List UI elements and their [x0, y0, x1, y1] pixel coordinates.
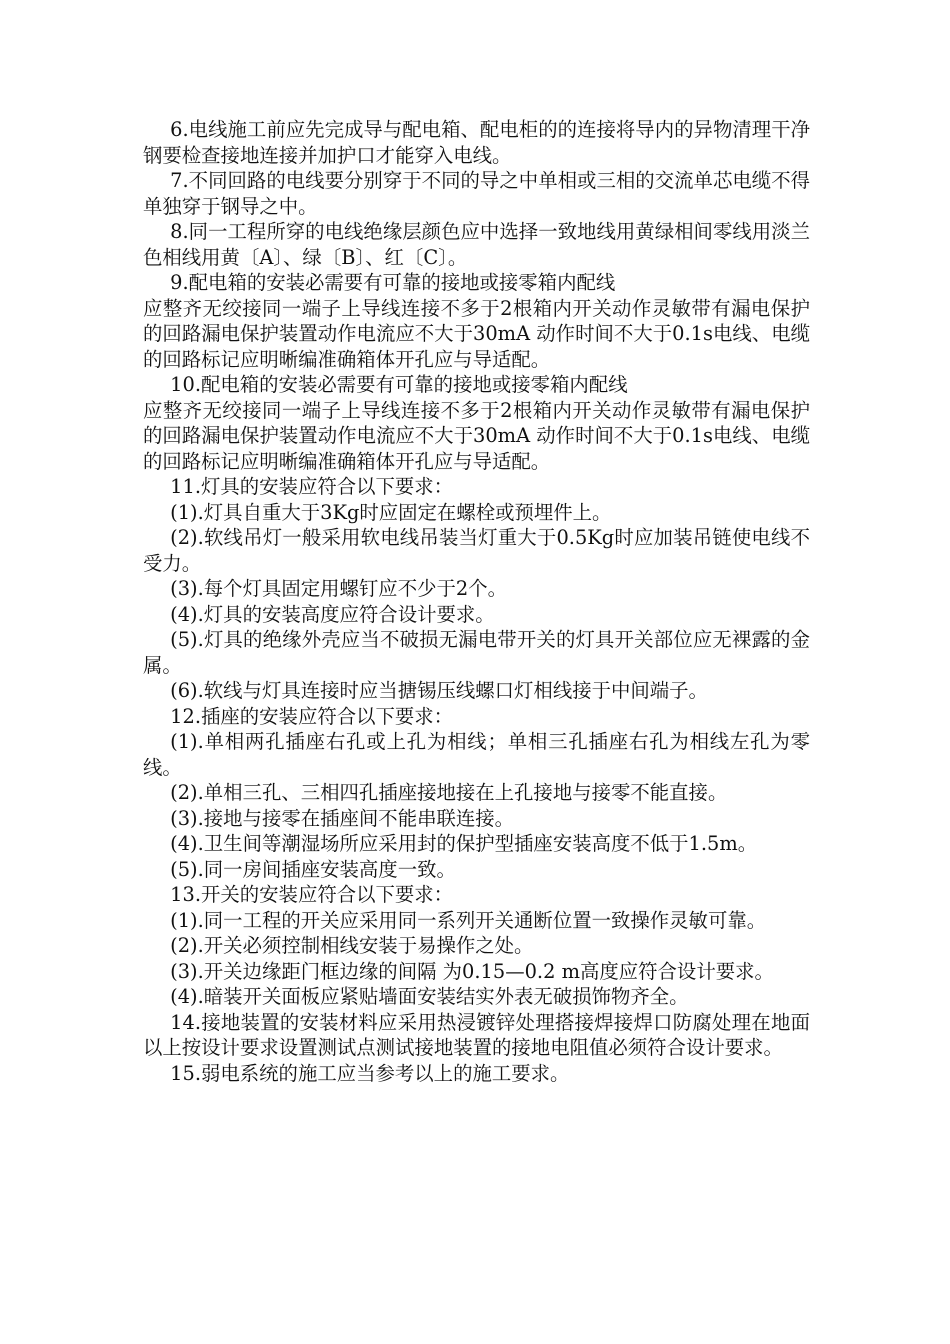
paragraph-item-9-body: 应整齐无绞接同一端子上导线连接不多于2根箱内开关动作灵敏带有漏电保护的回路漏电保护装置动作电流应不大于30mA 动作时间不大于0.1s电线、电缆的回路标记应明晰编准确箱体开孔应与导适配。	[143, 296, 810, 371]
paragraph-item-11-3: (3).每个灯具固定用螺钉应不少于2个。	[170, 577, 507, 600]
paragraph-item-13-1: (1).同一工程的开关应采用同一系列开关通断位置一致操作灵敏可靠。	[170, 908, 767, 932]
paragraph-item-12-1: (1).单相两孔插座右孔或上孔为相线；单相三孔插座右孔为相线左孔为零线。	[143, 730, 810, 779]
paragraph-item-9-heading: 9.配电箱的安装必需要有可靠的接地或接零箱内配线	[170, 271, 616, 294]
paragraph-item-12-3: (3).接地与接零在插座间不能串联连接。	[170, 806, 515, 830]
paragraph-item-11-1: (1).灯具自重大于3Kg时应固定在螺栓或预埋件上。	[170, 500, 612, 524]
paragraph-item-6: 6.电线施工前应先完成导与配电箱、配电柜的的连接将导内的异物清理干净钢要检查接地连接并加护口才能穿入电线。	[143, 118, 810, 167]
paragraph-item-12-5: (5).同一房间插座安装高度一致。	[170, 857, 456, 881]
paragraph-item-12-2: (2).单相三孔、三相四孔插座接地接在上孔接地与接零不能直接。	[170, 781, 728, 804]
paragraph-item-14: 14.接地装置的安装材料应采用热浸镀锌处理搭接焊接焊口防腐处理在地面以上按设计要求设置测试点测试接地装置的接地电阻值必须符合设计要求。	[143, 1010, 810, 1059]
document-page	[143, 117, 810, 1086]
paragraph-item-12: 12.插座的安装应符合以下要求：	[170, 704, 454, 728]
paragraph-item-11-2: (2).软线吊灯一般采用软电线吊装当灯重大于0.5Kg时应加装吊链使电线不受力。	[143, 526, 810, 575]
paragraph-item-13-3: (3).开关边缘距门框边缘的间隔 为0.15—0.2 m高度应符合设计要求。	[170, 959, 774, 983]
paragraph-item-7: 7.不同回路的电线要分别穿于不同的导之中单相或三相的交流单芯电缆不得单独穿于钢导之中。	[143, 169, 810, 218]
paragraph-item-13-2: (2).开关必须控制相线安装于易操作之处。	[170, 934, 534, 957]
paragraph-item-13-4: (4).暗装开关面板应紧贴墙面安装结实外表无破损饰物齐全。	[170, 985, 689, 1008]
paragraph-item-8: 8.同一工程所穿的电线绝缘层颜色应中选择一致地线用黄绿相间零线用淡兰色相线用黄〔A〕、绿〔B〕、红〔C〕。	[143, 220, 810, 269]
paragraph-item-10-body: 应整齐无绞接同一端子上导线连接不多于2根箱内开关动作灵敏带有漏电保护的回路漏电保护装置动作电流应不大于30mA 动作时间不大于0.1s电线、电缆的回路标记应明晰编准确箱体开孔应与导适配。	[143, 398, 810, 473]
paragraph-item-10-heading: 10.配电箱的安装必需要有可靠的接地或接零箱内配线	[170, 373, 628, 396]
paragraph-item-11-5: (5).灯具的绝缘外壳应当不破损无漏电带开关的灯具开关部位应无裸露的金属。	[143, 628, 810, 677]
paragraph-item-11: 11.灯具的安装应符合以下要求：	[170, 475, 454, 498]
paragraph-item-11-6: (6).软线与灯具连接时应当搪锡压线螺口灯相线接于中间端子。	[170, 679, 708, 702]
paragraph-item-13: 13.开关的安装应符合以下要求：	[170, 883, 454, 906]
paragraph-item-15: 15.弱电系统的施工应当参考以上的施工要求。	[170, 1061, 570, 1085]
paragraph-item-12-4: (4).卫生间等潮湿场所应采用封的保护型插座安装高度不低于1.5m。	[170, 832, 758, 855]
paragraph-item-11-4: (4).灯具的安装高度应符合设计要求。	[170, 602, 495, 626]
